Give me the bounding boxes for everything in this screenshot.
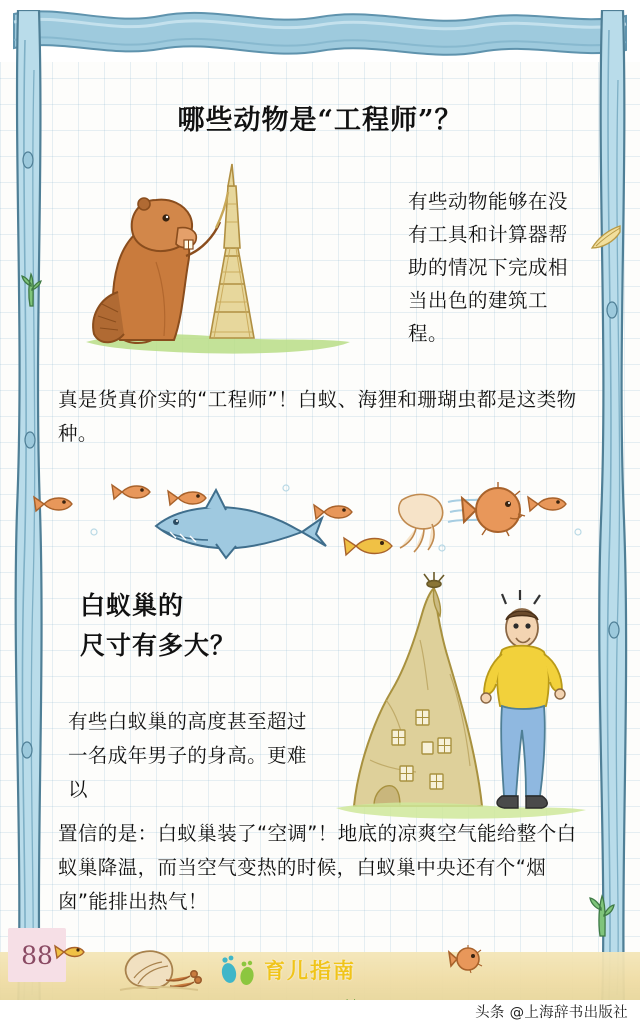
- section-2-heading-line2: 尺寸有多大？: [80, 631, 237, 660]
- section-1-heading: 哪些动物是“工程师”？: [177, 105, 463, 136]
- section-1-paragraph-2: 真是货真价实的“工程师”！白蚁、海狸和珊瑚虫都是这类物种。: [58, 388, 577, 445]
- cactus-decoration-left: [18, 268, 44, 312]
- cactus-decoration-right: [586, 888, 616, 942]
- watermark-brand: 育儿指南: [264, 958, 356, 983]
- watermark: [218, 953, 356, 987]
- illustration-fish-row: [30, 470, 610, 584]
- small-fish-bottom-right: [446, 944, 486, 978]
- section-2-paragraph-2: 置信的是：白蚁巢装了“空调”！地底的凉爽空气能给整个白蚁巢降温，而当空气变热的时候，白蚁巢中央还有个“烟囱”能排出热气！: [58, 822, 577, 913]
- top-wave-border: [0, 0, 640, 62]
- section-2-paragraph-1: 有些白蚁巢的高度甚至超过一名成年男子的身高。更难以: [68, 710, 307, 801]
- illustration-beaver-building-tower: [78, 152, 358, 364]
- footprints-icon: [218, 953, 258, 987]
- section-1-paragraph-1: 有些动物能够在没有工具和计算器帮助的情况下完成相当出色的建筑工程。: [408, 190, 569, 345]
- footer-credit: 头条 @上海辞书出版社: [475, 1005, 628, 1020]
- illustration-hermit-crab-shell: [110, 940, 206, 1000]
- section-2-heading: [80, 586, 310, 666]
- small-fish-bottom-left: [52, 938, 86, 970]
- leaf-decoration-right: [588, 222, 622, 266]
- page-number: 88: [8, 928, 66, 982]
- section-2-heading-line1: 白蚁巢的: [80, 591, 185, 620]
- illustration-termite-mound-with-man: [330, 570, 592, 824]
